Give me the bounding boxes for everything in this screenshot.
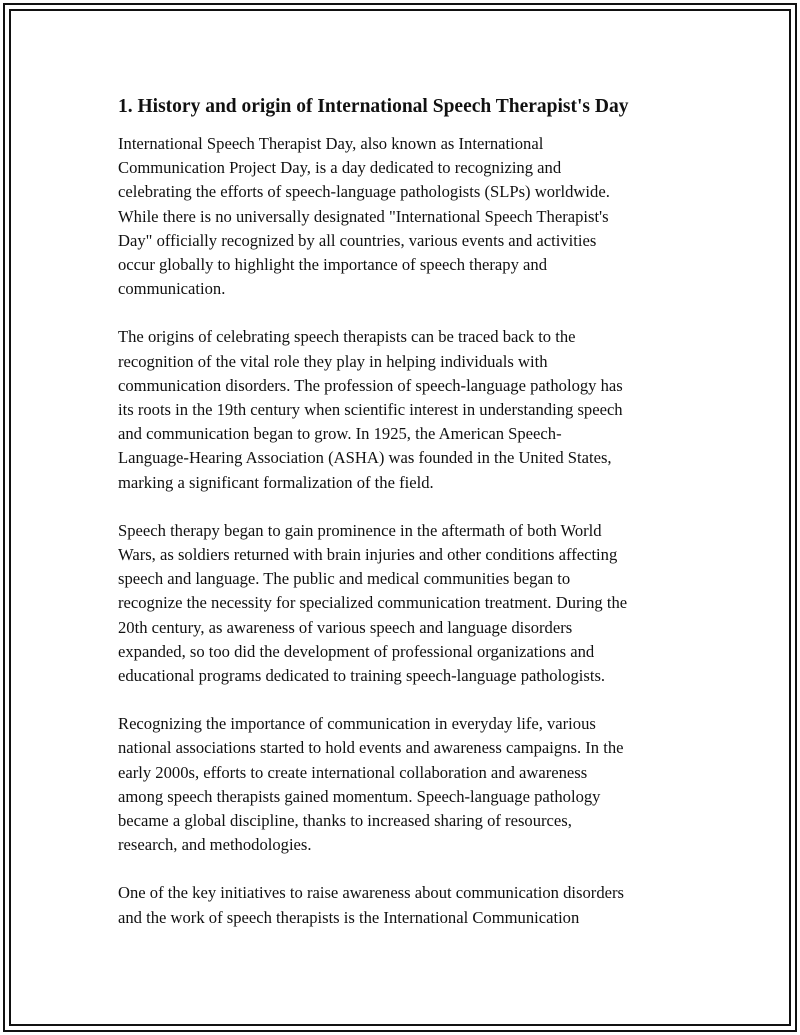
text-line: Recognizing the importance of communication in everyday life, various [118,714,596,734]
text-line: communication disorders. The profession of speech-language pathology has [118,375,623,395]
text-line: Day" officially recognized by all countries, various events and activities [118,230,597,250]
text-line: its roots in the 19th century when scientific interest in understanding speech [118,400,623,420]
document-body [118,93,692,954]
paragraph-2 [118,325,692,494]
paragraph-1 [118,132,692,301]
text-line: 20th century, as awareness of various speech and language disorders [118,617,573,637]
section-heading: 1. History and origin of International Speech Therapist's Day [118,96,629,117]
text-line: early 2000s, efforts to create international collaboration and awareness [118,762,588,782]
text-line: national associations started to hold events and awareness campaigns. In the [118,738,624,758]
text-line: Wars, as soldiers returned with brain injuries and other conditions affecting [118,545,618,565]
text-line: International Speech Therapist Day, also known as International [118,134,544,153]
text-line: expanded, so too did the development of professional organizations and [118,641,595,661]
paragraph-5 [118,881,692,929]
text-line: The origins of celebrating speech therapists can be traced back to the [118,327,576,347]
paragraph-3 [118,519,692,688]
text-line: and communication began to grow. In 1925, the American Speech- [118,424,562,444]
text-line: speech and language. The public and medical communities began to [118,569,571,589]
text-line: among speech therapists gained momentum. Speech-language pathology [118,786,601,806]
text-line: occur globally to highlight the importance of speech therapy and [118,255,547,275]
text-line: became a global discipline, thanks to increased sharing of resources, [118,811,572,831]
text-line: recognition of the vital role they play in helping individuals with [118,351,548,371]
text-line: educational programs dedicated to training speech-language pathologists. [118,666,606,686]
text-line: Speech therapy began to gain prominence in the aftermath of both World [118,520,602,540]
text-line: communication. [118,279,226,299]
text-line: Communication Project Day, is a day dedicated to recognizing and [118,158,562,178]
text-line: Language-Hearing Association (ASHA) was founded in the United States, [118,448,612,468]
paragraph-4 [118,712,692,857]
text-line: research, and methodologies. [118,835,312,855]
text-line: and the work of speech therapists is the International Communication [118,907,580,927]
text-line: marking a significant formalization of the field. [118,472,434,492]
text-line: While there is no universally designated "International Speech Therapist's [118,206,609,226]
text-line: One of the key initiatives to raise awareness about communication disorders [118,883,624,903]
text-line: celebrating the efforts of speech-language pathologists (SLPs) worldwide. [118,182,610,202]
text-line: recognize the necessity for specialized communication treatment. During the [118,593,628,613]
